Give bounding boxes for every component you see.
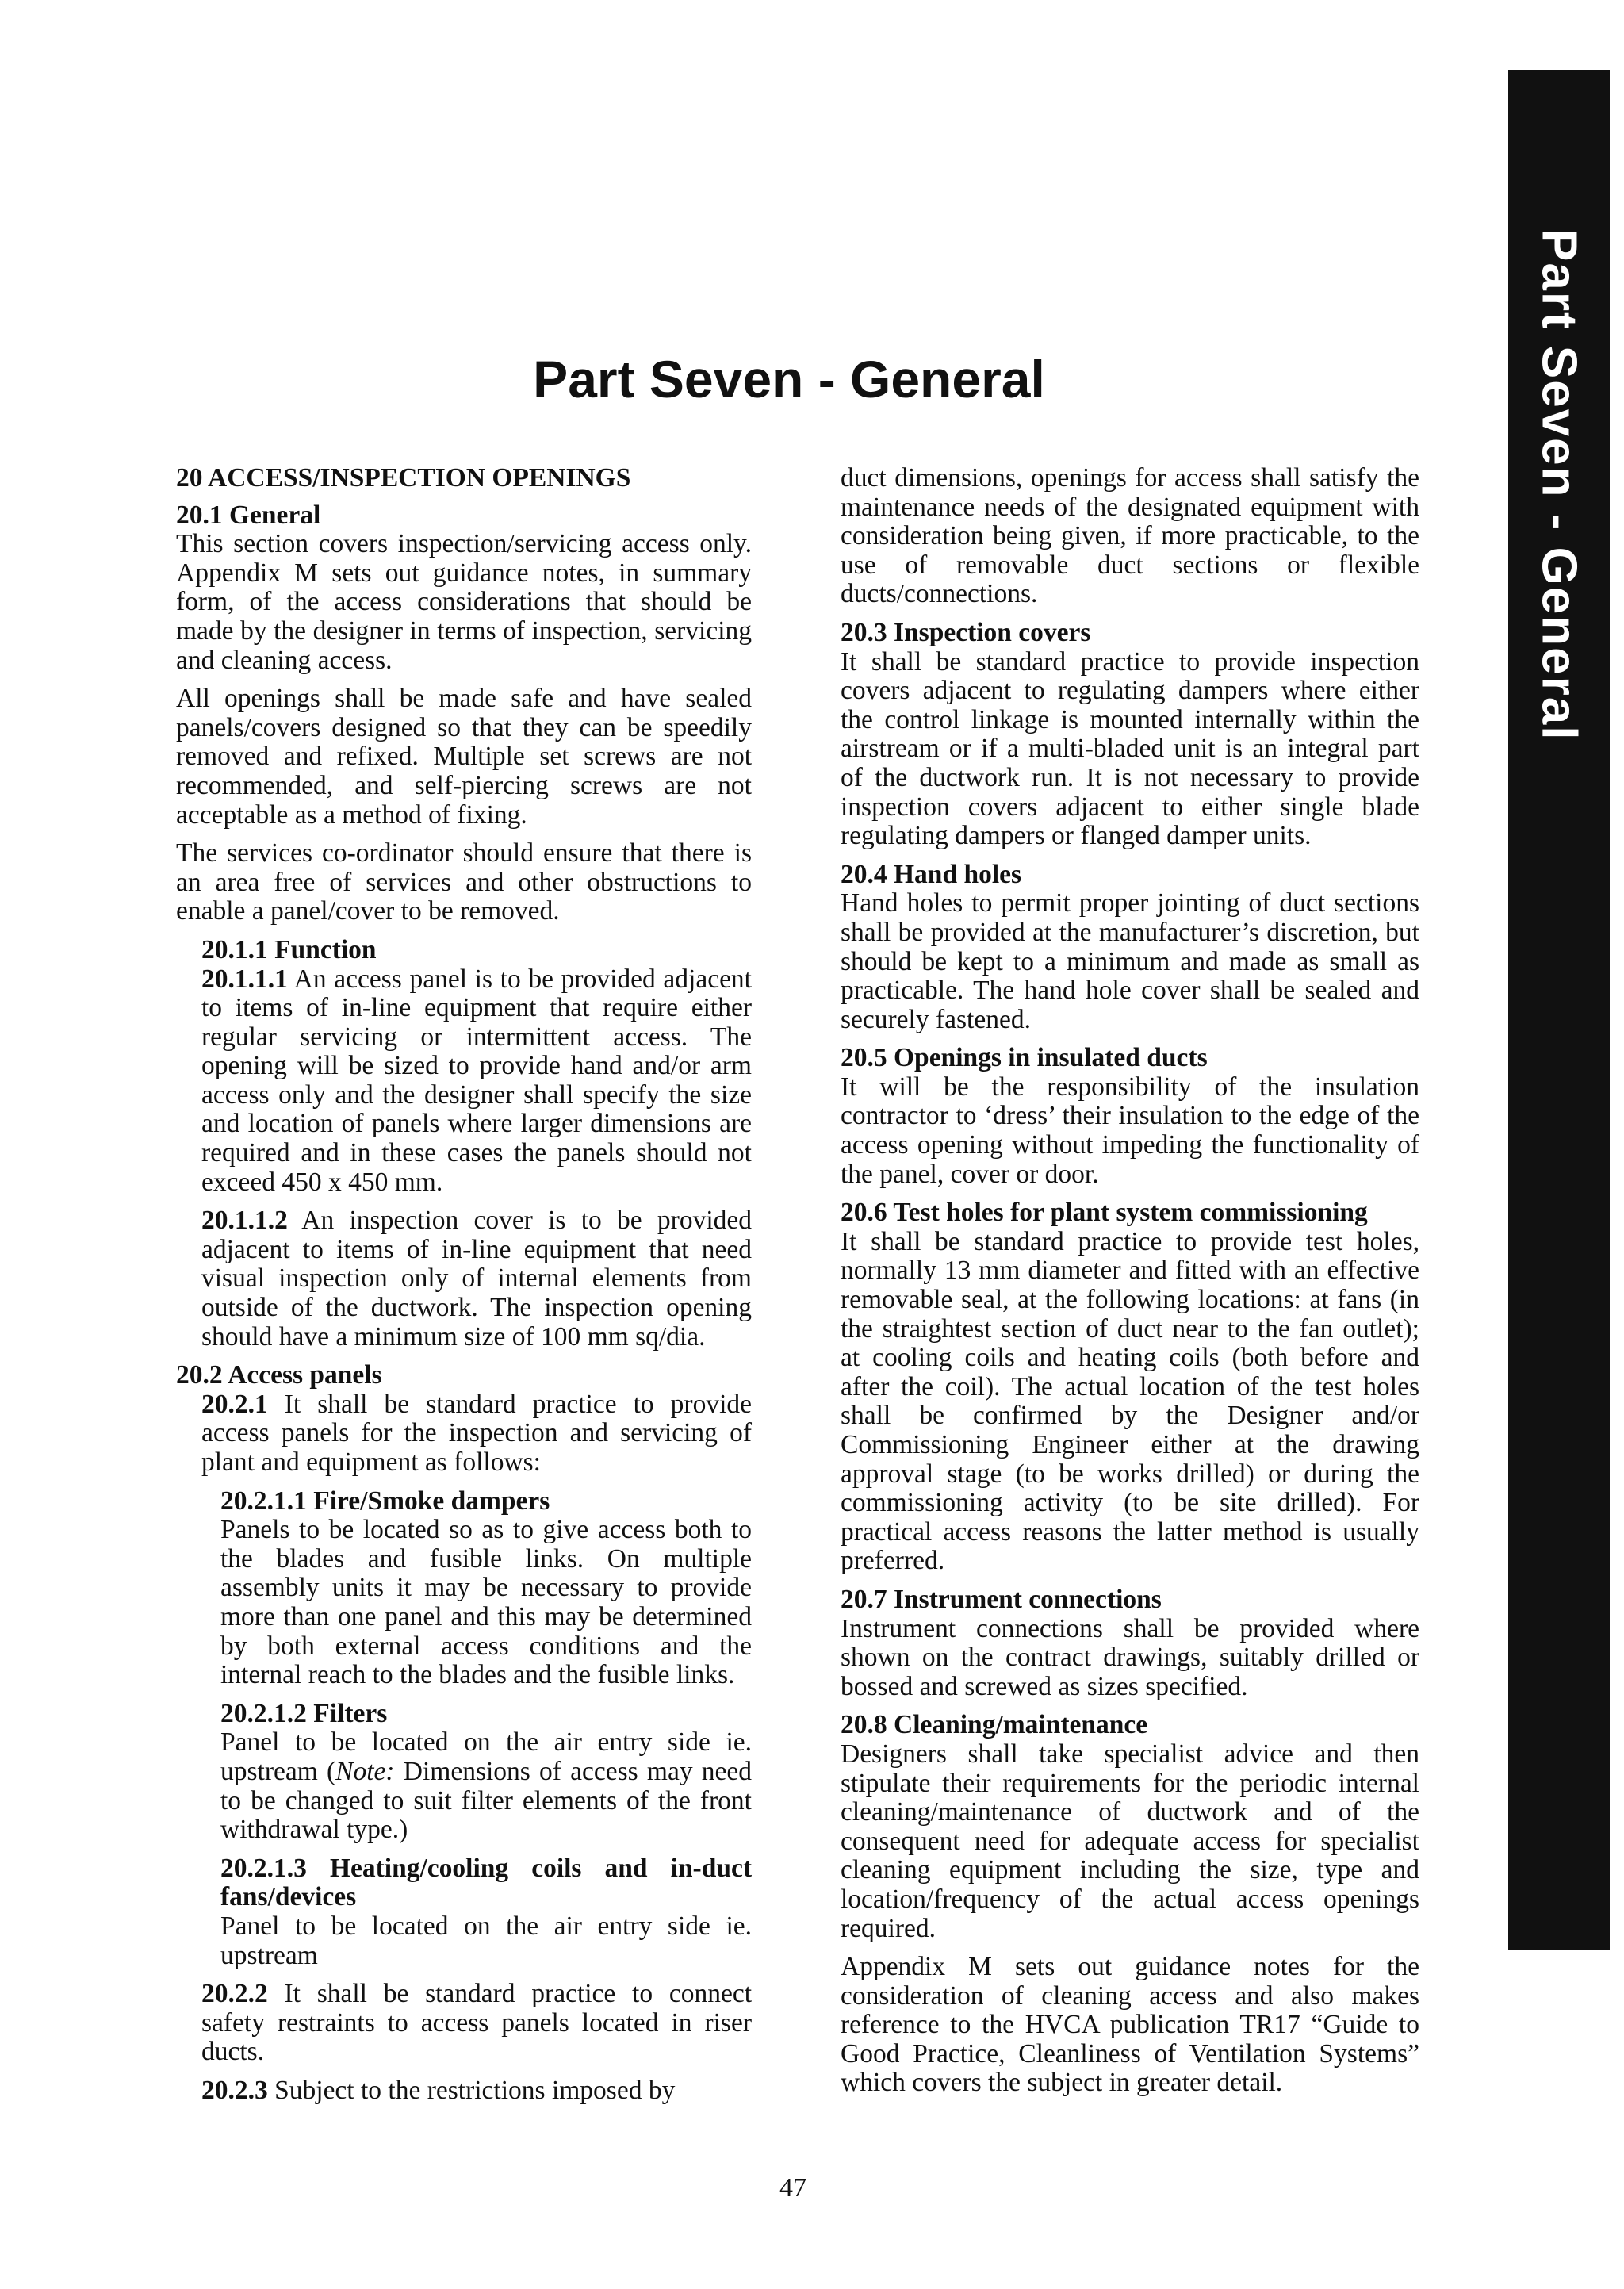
section-20-8-paragraph-1: Designers shall take specialist advice and then stipulate their requirements for the periodic internal cleaning/maintenance of ductwork and of the consequent need for adequate access for specialist cleaning equipment including the size, type and location/frequency of the actual access openings required. <box>841 1739 1419 1943</box>
continued-paragraph: duct dimensions, openings for access shall satisfy the maintenance needs of the designated equipment with consideration being given, if more practicable, to the use of removable duct sections or flexible ducts/connections. <box>841 463 1419 609</box>
section-20-2-3-number: 20.2.3 <box>201 2075 268 2105</box>
section-20-7-heading: 20.7 Instrument connections <box>841 1584 1162 1614</box>
section-20-2-1-paragraph <box>176 1390 752 1478</box>
section-20-2-1-text: It shall be standard practice to provide access panels for the inspection and servicing of plant and equipment as follows: <box>201 1389 752 1477</box>
page-title: Part Seven - General <box>533 350 1045 408</box>
section-20-2-1-1-heading: 20.2.1.1 Fire/Smoke dampers <box>220 1486 550 1516</box>
section-20-5-heading: 20.5 Openings in insulated ducts <box>841 1043 1208 1073</box>
page-number: 47 <box>779 2173 806 2203</box>
section-20-2-1-2-text-a: Panel to be located on the air entry side ie. upstream ( <box>220 1727 752 1786</box>
side-tab-text: Part Seven - General <box>1531 228 1587 742</box>
left-column <box>176 464 752 2115</box>
section-20-8-paragraph-2: Appendix M sets out guidance notes for the consideration of cleaning access and also makes reference to the HVCA publication TR17 “Guide to Good Practice, Cleanliness of Ventilation Systems” which covers the subject in greater detail. <box>841 1952 1419 2098</box>
section-20-3-text: It shall be standard practice to provide inspection covers adjacent to regulating dampers where either the control linkage is mounted internally within the airstream or if a multi-bladed unit is an integral part of the ductwork run. It is not necessary to provide inspection covers adjacent to either single blade regulating dampers or flanged damper units. <box>841 646 1419 851</box>
section-20-4-heading: 20.4 Hand holes <box>841 859 1022 889</box>
section-20-5-text: It will be the responsibility of the insulation contractor to ‘dress’ their insulation to the edge of the access opening without impeding the functionality of the panel, cover or door. <box>841 1072 1419 1189</box>
section-20-2-1-2-heading: 20.2.1.2 Filters <box>220 1698 388 1728</box>
section-20-2-2-paragraph <box>176 1980 752 2067</box>
section-20-2-1-number: 20.2.1 <box>201 1389 268 1419</box>
section-20-2-1-2-paragraph <box>176 1728 752 1844</box>
section-20-1-paragraph-1: This section covers inspection/servicing access only. Appendix M sets out guidance notes, in summary form, of the access considerations that should be made by the designer in terms of inspection, servicing and cleaning access. <box>176 529 752 675</box>
section-20-2-1-2-note: Note: <box>335 1756 395 1786</box>
section-20-2-heading: 20.2 Access panels <box>176 1360 382 1390</box>
section-20-8-heading: 20.8 Cleaning/maintenance <box>841 1710 1148 1740</box>
section-20-1-heading: 20.1 General <box>176 500 321 530</box>
section-20-7-text: Instrument connections shall be provided where shown on the contract drawings, suitably drilled or bossed and screwed as sizes specified. <box>841 1613 1419 1701</box>
section-20-2-1-3-text: Panel to be located on the air entry side ie. upstream <box>220 1911 752 1970</box>
section-20-1-paragraph-3: The services co-ordinator should ensure that there is an area free of services and other obstructions to enable a panel/cover to be removed. <box>176 838 752 926</box>
section-20-2-3-text: Subject to the restrictions imposed by <box>267 2075 676 2105</box>
section-20-heading: 20 ACCESS/INSPECTION OPENINGS <box>176 463 631 493</box>
section-20-6-heading: 20.6 Test holes for plant system commissioning <box>841 1198 1368 1228</box>
right-column <box>841 464 1419 2107</box>
section-20-1-1-2-text: An inspection cover is to be provided adjacent to items of in-line equipment that need visual inspection only of internal elements from outside of the ductwork. The inspection opening should have a minimum size of 100 mm sq/dia. <box>201 1206 752 1352</box>
section-20-1-paragraph-2: All openings shall be made safe and have sealed panels/covers designed so that they can be speedily removed and refixed. Multiple set screws are not recommended, and self-piercing screws are not acceptable as a method of fixing. <box>176 684 752 830</box>
section-20-1-1-1-number: 20.1.1.1 <box>201 964 288 994</box>
section-20-4-text: Hand holes to permit proper jointing of duct sections shall be provided at the manufacturer’s discretion, but should be kept to a minimum and made as small as practicable. The hand hole cover shall be sealed and securely fastened. <box>841 888 1419 1034</box>
section-20-1-1-1-text: An access panel is to be provided adjacent to items of in-line equipment that require either regular servicing or intermittent access. The opening will be sized to provide hand and/or arm access only and the designer shall specify the size and location of panels where larger dimensions are required and in these cases the panels should not exceed 450 x 450 mm. <box>201 964 752 1197</box>
section-20-2-1-2-text-b: Dimensions of access may need to be changed to suit filter elements of the front withdrawal type.) <box>220 1756 752 1845</box>
section-20-2-2-text: It shall be standard practice to connect safety restraints to access panels located in riser ducts. <box>201 1979 752 2067</box>
section-20-1-1-2-number: 20.1.1.2 <box>201 1206 288 1236</box>
section-20-2-1-3-heading: 20.2.1.3 Heating/cooling coils and in-duct fans/devices <box>220 1853 752 1912</box>
section-20-2-2-number: 20.2.2 <box>201 1979 268 2009</box>
section-20-1-1-1-paragraph <box>176 965 752 1198</box>
section-20-2-1-1-text: Panels to be located so as to give access both to the blades and fusible links. On multiple assembly units it may be necessary to provide more than one panel and this may be determined by both external access conditions and the internal reach to the blades and the fusible links. <box>220 1515 752 1690</box>
section-20-1-1-heading: 20.1.1 Function <box>201 934 377 964</box>
section-20-2-3-paragraph <box>176 2076 752 2106</box>
section-20-1-1-2-paragraph <box>176 1206 752 1352</box>
section-20-6-text: It shall be standard practice to provide test holes, normally 13 mm diameter and fitted with an effective removable seal, at the following locations: at fans (in the straightest section of duct near to the fan outlet); at cooling coils and heating coils (both before and after the coil). The actual location of the test holes shall be confirmed by the Designer and/or Commissioning Engineer either at the drawing approval stage (to be works drilled) or during the commissioning activity (to be site drilled). For practical access reasons the latter method is usually preferred. <box>841 1226 1419 1576</box>
section-20-3-heading: 20.3 Inspection covers <box>841 617 1091 647</box>
